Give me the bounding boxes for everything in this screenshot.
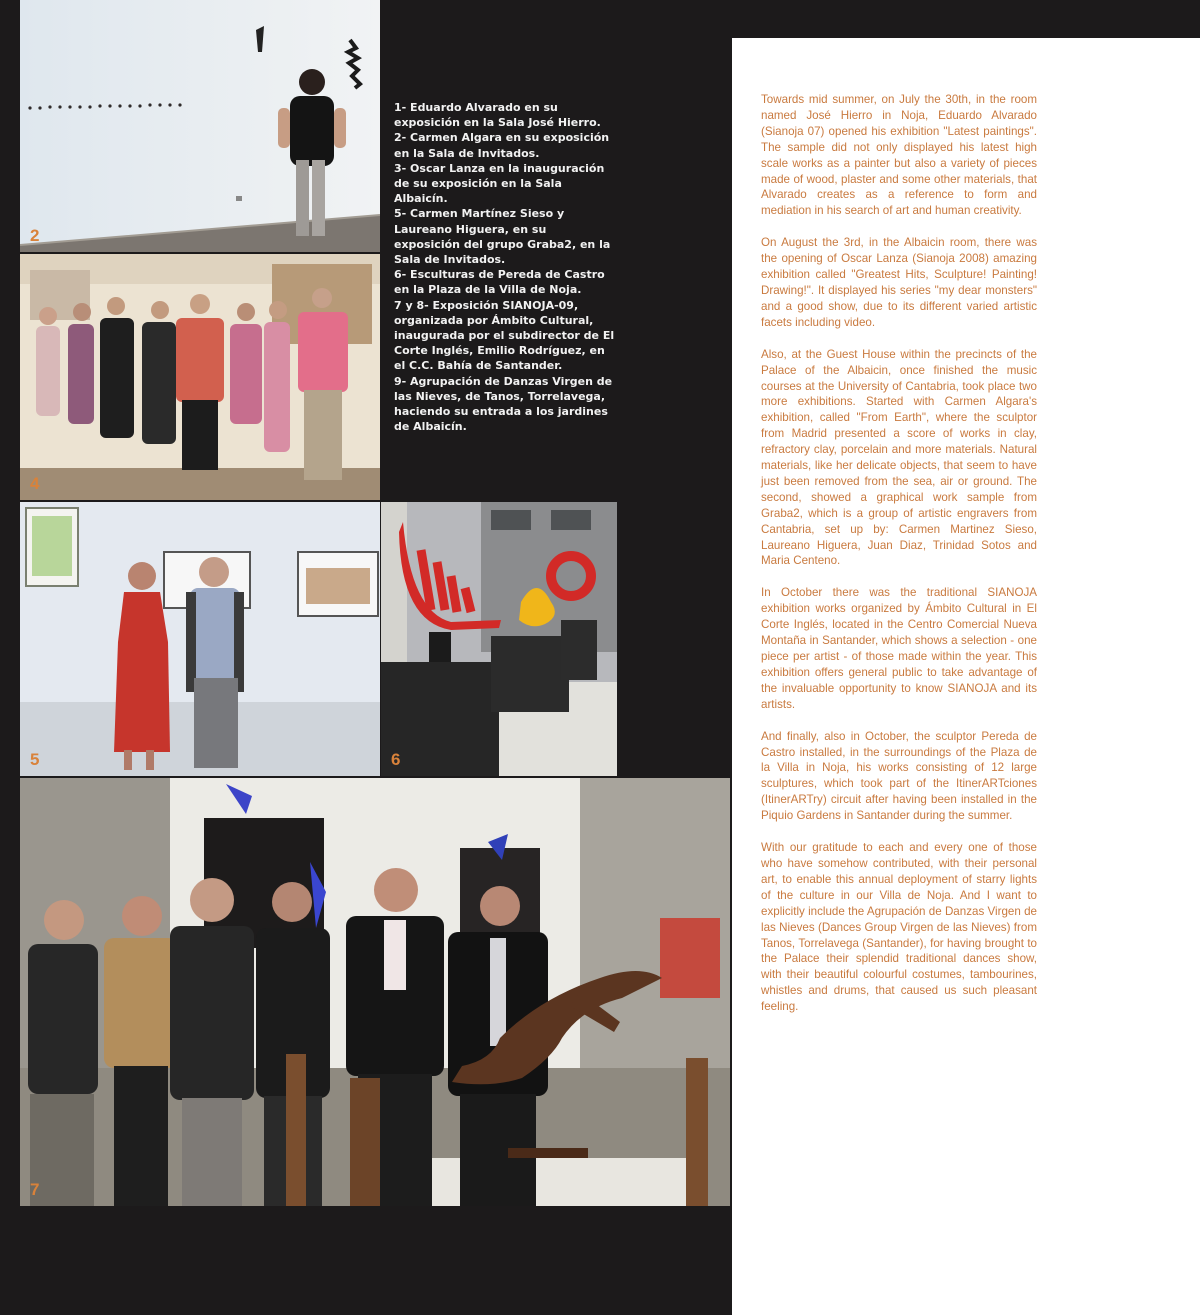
photo-number: 5: [30, 750, 40, 769]
caption-item: 1- Eduardo Alvarado en su exposición en la Sala José Hierro.: [394, 101, 601, 130]
photo-2-image: [20, 0, 380, 252]
caption-item: 9- Agrupación de Danzas Virgen de las Nieves, de Tanos, Torrelavega, haciendo su entrada a los jardines de Albaicín.: [394, 374, 613, 434]
article-paragraph: With our gratitude to each and every one of those who have somehow contributed, with their personal art, to enable this annual deployment of starry lights of the culture in our Villa de Noja. And I want to explicitly include the Agrupación de Danzas Virgen de las Nieves (Dances Group Virgen de las Nieves) from Tanos, Torrelavega (Santander), for having brought to the Palace their splendid traditional dances show, with their beautiful colourful costumes, tambourines, whistles and drums, that caused us such pleasant feeling.: [761, 841, 1037, 1014]
article-panel: [732, 38, 1200, 1315]
photo-4: [20, 254, 380, 500]
caption-item: 5- Carmen Martínez Sieso y Laureano Higuera, en su exposición del grupo Graba2, en la Sala de Invitados.: [394, 207, 611, 267]
article-paragraph: On August the 3rd, in the Albaicin room, there was the opening of Oscar Lanza (Sianoja 2008) amazing exhibition called "Greatest Hits, Sculpture! Painting! Drawing!". It displayed his series "my dear monsters" and a good show, due to its different varied artistic facets including video.: [761, 236, 1037, 329]
caption-item: 6- Esculturas de Pereda de Castro en la Plaza de la Villa de Noja.: [394, 268, 605, 297]
article-paragraph: In October there was the traditional SIANOJA exhibition works organized by Ámbito Cultural in El Corte Inglés, located in the Centro Comercial Nueva Montaña in Santander, which shows a selection - one piece per artist - of those made within the year. This exhibition offers general public to take advantage of the invaluable opportunity to know SIANOJA and its artists.: [761, 586, 1037, 711]
article-paragraph: Towards mid summer, on July the 30th, in the room named José Hierro in Noja, Eduardo Alvarado (Sianoja 07) opened his exhibition "Latest paintings". The sample did not only displayed his latest high scale works as a painter but also a variety of pieces made of wood, plaster and some other materials, that Alvarado creates as a reference to form and mediation in his search of art and human creativity.: [761, 93, 1037, 218]
caption-item: 2- Carmen Algara en su exposición en la Sala de Invitados.: [394, 131, 610, 160]
caption-item: 7 y 8- Exposición SIANOJA-09, organizada por Ámbito Cultural, inaugurada por el subdirector de El Corte Inglés, Emilio Rodríguez, en el C.C. Bahía de Santander.: [394, 298, 615, 373]
caption-item: 3- Oscar Lanza en la inauguración de su exposición en la Sala Albaicín.: [394, 161, 605, 206]
article-body: [761, 92, 1037, 1031]
photo-captions: [394, 100, 616, 434]
photo-6-image: [381, 502, 617, 776]
photo-7-image: [20, 778, 730, 1206]
photo-7: [20, 778, 730, 1206]
photo-number: 4: [30, 474, 40, 493]
photo-5: [20, 502, 380, 776]
photo-6: [381, 502, 617, 776]
photo-4-image: [20, 254, 380, 500]
photo-number: 6: [391, 750, 401, 769]
photo-number: 2: [30, 226, 40, 245]
article-paragraph: And finally, also in October, the sculptor Pereda de Castro installed, in the surroundings of the Plaza de la Villa in Noja, his works consisting of 12 large sculptures, which took part of the ItinerARTciones (ItinerARTry) circuit after having been installed in the Piquio Gardens in Santander during the summer.: [761, 729, 1037, 823]
article-paragraph: Also, at the Guest House within the precincts of the Palace of the Albaicin, once finished the music courses at the University of Cantabria, took place two more exhibitions. Started with Carmen Algara's exhibition, called "From Earth", where the sculptor from Madrid presented a score of works in clay, refractory clay, porcelain and more materials. Natural materials, like her delicate objects, that seem to have just been removed from the sea, air or ground. The second, showed a graphical work sample from Graba2, which is a group of artistic engravers from Cantabria, set up by: Carmen Martinez Sieso, Laureano Higuera, Juan Diaz, Trinidad Sotos and Maria Centeno.: [761, 347, 1037, 568]
photo-5-image: [20, 502, 380, 776]
photo-2: [20, 0, 380, 252]
photo-number: 7: [30, 1180, 40, 1199]
